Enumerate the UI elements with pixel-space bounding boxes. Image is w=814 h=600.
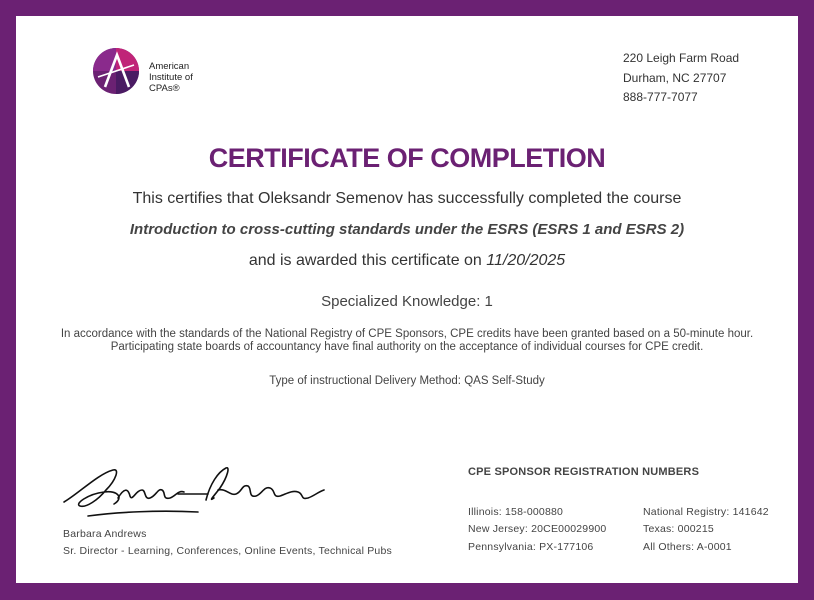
- accordance-note: In accordance with the standards of the National Registry of CPE Sponsors, CPE credits have been granted based on a 50-minute hour. Participating state boards of accountancy have final authority on the acceptance of individual courses for CPE credit.: [60, 328, 754, 353]
- aicpa-logo-text: [149, 61, 193, 94]
- award-prefix: and is awarded this certificate on: [248, 252, 482, 269]
- aicpa-logo: [92, 47, 222, 99]
- award-statement: [16, 252, 798, 270]
- course-name: Introduction to cross-cutting standards under the ESRS (ESRS 1 and ESRS 2): [129, 221, 685, 238]
- sponsor-address: [623, 49, 739, 108]
- aicpa-logo-icon: [92, 47, 140, 95]
- signer-name: Barbara Andrews: [63, 528, 147, 540]
- recipient-name: Oleksandr Semenov: [258, 190, 403, 207]
- certificate: [16, 16, 798, 583]
- registration-number: Pennsylvania: PX-177106: [468, 541, 594, 553]
- signer-title: Sr. Director - Learning, Conferences, Online Events, Technical Pubs: [63, 545, 392, 557]
- sponsor-heading: CPE SPONSOR REGISTRATION NUMBERS: [468, 466, 700, 478]
- certify-statement: [16, 190, 798, 208]
- logo-line: American: [149, 61, 190, 72]
- registration-number: National Registry: 141642: [643, 506, 769, 518]
- address-city: Durham, NC 27707: [623, 70, 727, 85]
- registration-number: All Others: A-0001: [643, 541, 732, 553]
- certify-suffix: has successfully completed the course: [407, 190, 682, 207]
- certify-prefix: This certifies that: [132, 190, 254, 207]
- logo-line: CPAs®: [149, 83, 180, 94]
- address-street: 220 Leigh Farm Road: [623, 51, 740, 65]
- registration-number: New Jersey: 20CE00029900: [468, 523, 607, 535]
- award-date: 11/20/2025: [486, 252, 566, 269]
- registration-number: Illinois: 158-000880: [468, 506, 564, 518]
- certificate-title: CERTIFICATE OF COMPLETION: [208, 143, 606, 173]
- credit-info: Specialized Knowledge: 1: [321, 293, 493, 310]
- signature-icon: [58, 454, 328, 526]
- registration-number: Texas: 000215: [643, 523, 714, 535]
- delivery-method: Type of instructional Delivery Method: QAS Self-Study: [269, 375, 545, 387]
- address-phone: 888-777-7077: [623, 90, 698, 104]
- logo-line: Institute of: [149, 72, 193, 83]
